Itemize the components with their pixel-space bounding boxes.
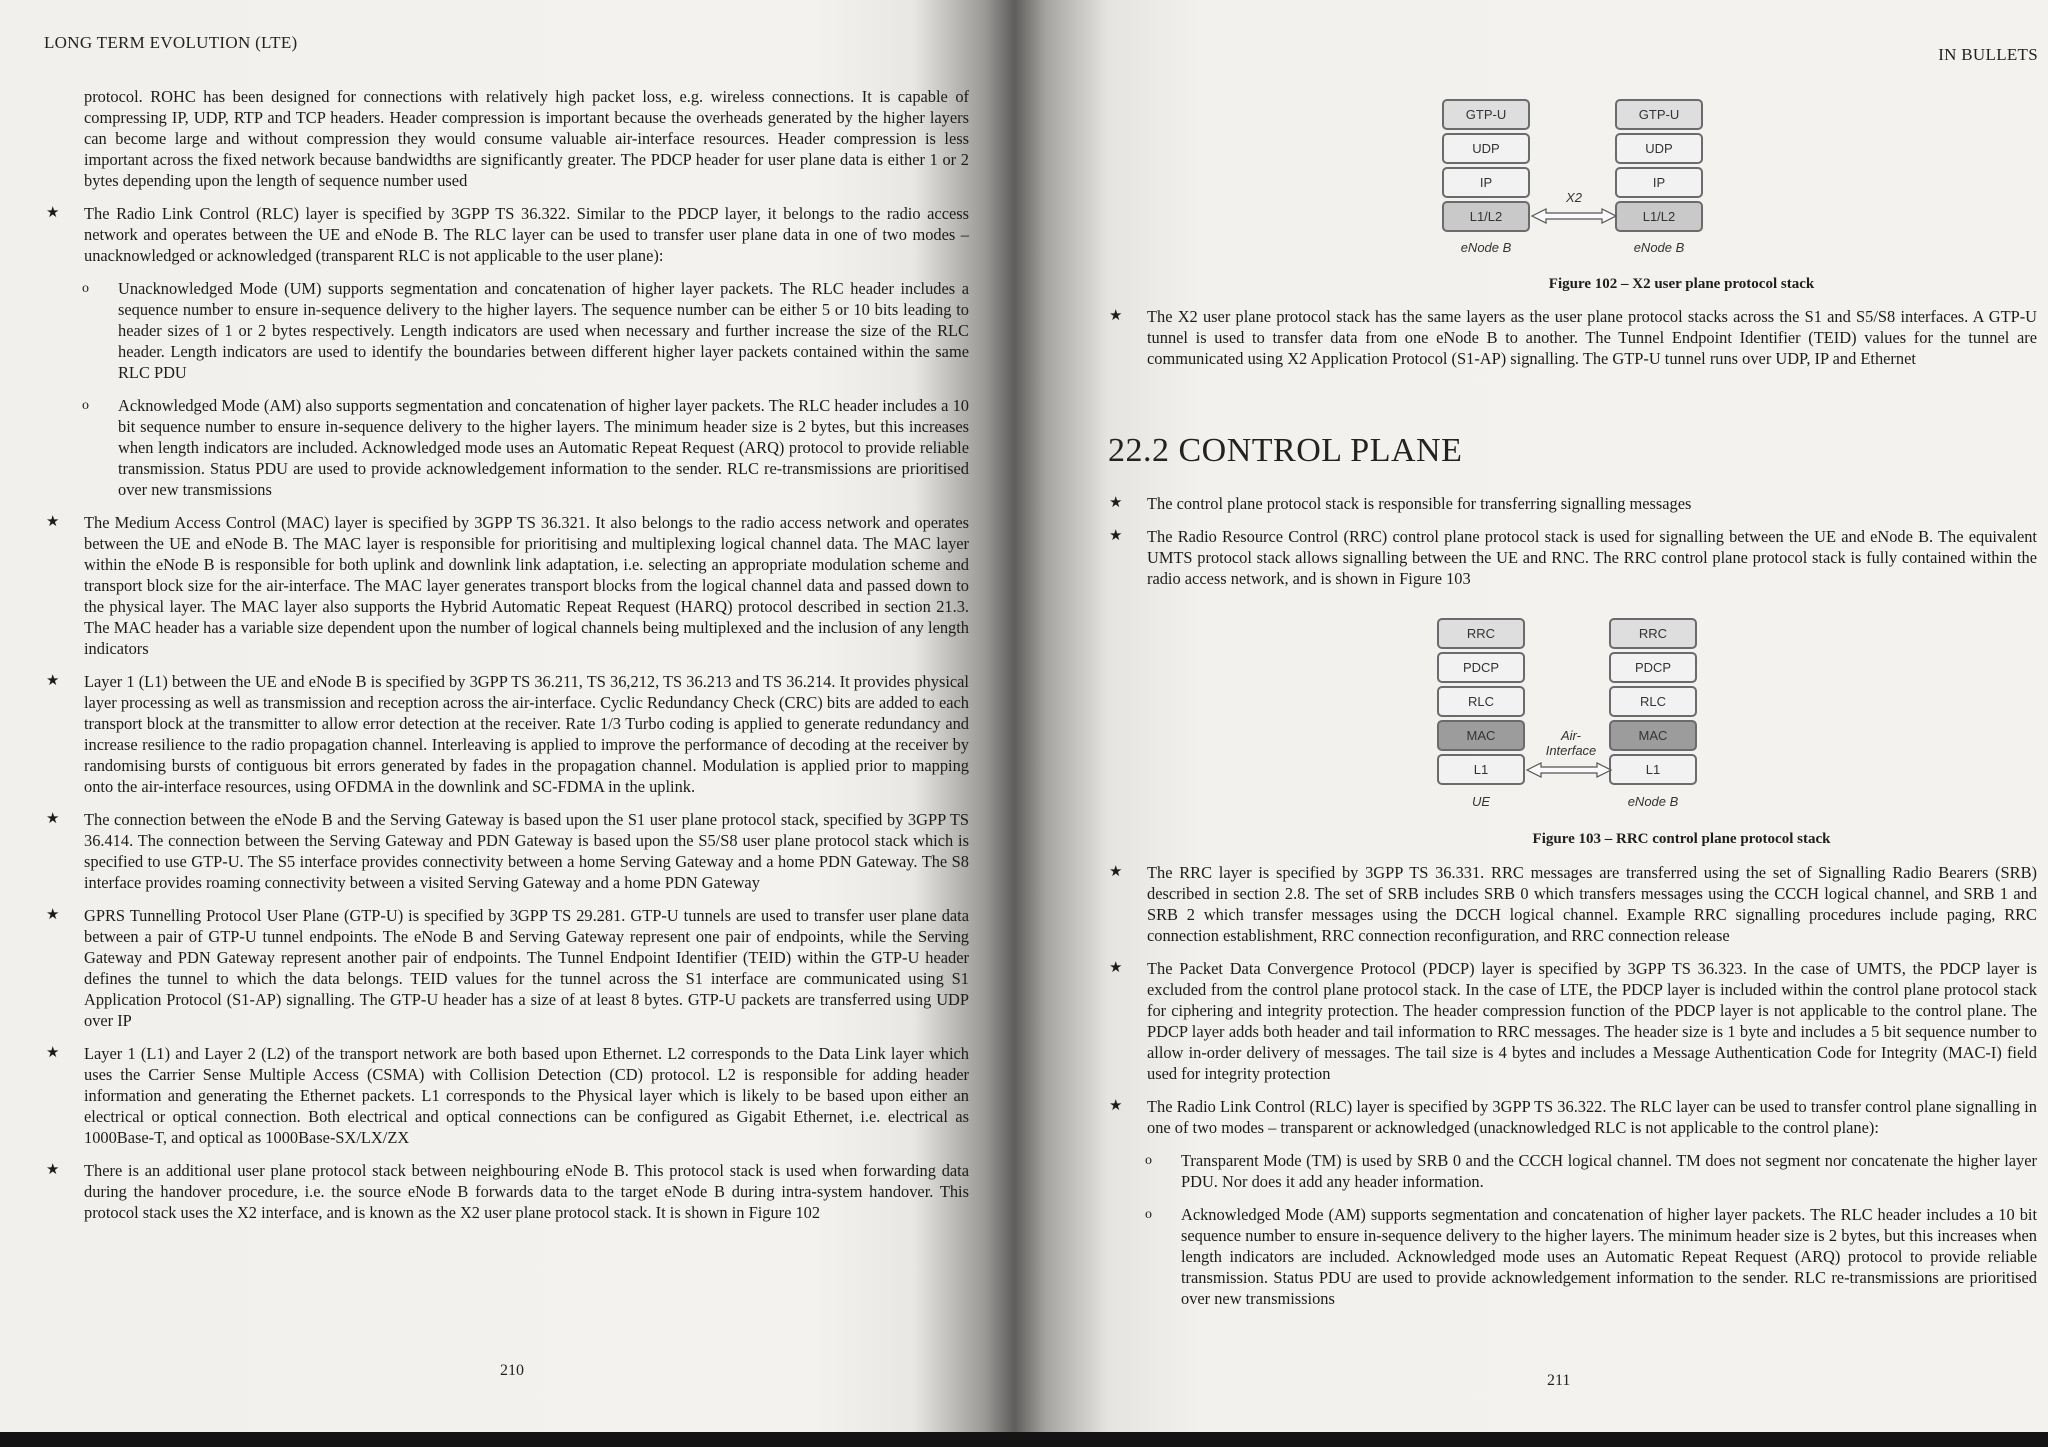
rrc-left-l1-layer: L1 xyxy=(1437,754,1525,785)
air-interface-double-arrow xyxy=(1525,761,1613,779)
rrc-right-l1-layer: L1 xyxy=(1609,754,1697,785)
sub-bullet-paragraph xyxy=(44,395,969,500)
x2-left-gtpu-layer: GTP-U xyxy=(1442,99,1530,130)
x2-left-node-label: eNode B xyxy=(1460,240,1512,255)
paragraph-text: The RRC layer is specified by 3GPP TS 36.331. RRC messages are transferred using the set of Signalling Radio Bearers (SRB) described in section 2.8. The set of SRB includes SRB 0 which transfers messages using the CCCH logical channel, and SRB 1 and SRB 2 which transfer messages using the DCCH logical channel. Example RRC signalling procedures include paging, RRC connection establishment, RRC connection reconfiguration, and RRC connection release xyxy=(1147,863,2037,945)
paragraph-text: The connection between the eNode B and the Serving Gateway is based upon the S1 user plane protocol stack, specified by 3GPP TS 36.414. The connection between the Serving Gateway and PDN Gateway is based upon the S5/S8 user plane protocol stack which is specified to use GTP-U. The S5 interface provides connectivity between a home Serving Gateway and a home PDN Gateway. The S8 interface provides roaming connectivity between a visited Serving Gateway and a home PDN Gateway xyxy=(84,810,969,892)
paragraph-text: Transparent Mode (TM) is used by SRB 0 and the CCCH logical channel. TM does not segment nor concatenate the higher layer PDU. Nor does it add any header information. xyxy=(1181,1151,2037,1191)
star-bullet-icon: ★ xyxy=(46,1162,60,1178)
paragraph-text: protocol. ROHC has been designed for connections with relatively high packet loss, e.g. wireless connections. It is capable of compressing IP, UDP, RTP and TCP headers. Header compression is important because the overheads generated by the higher layers can become large and without compression they would consume valuable air-interface resources. Header compression is less important across the fixed network because bandwidths are significantly greater. The PDCP header for user plane data is either 1 or 2 bytes depending upon the length of sequence number used xyxy=(84,87,969,190)
circle-bullet-icon: o xyxy=(1145,1153,1152,1168)
figure-102-caption: Figure 102 – X2 user plane protocol stack xyxy=(1548,276,1815,292)
circle-bullet-icon: o xyxy=(82,398,89,413)
page-number-right: 211 xyxy=(1547,1372,1571,1389)
paragraph-text: The Radio Link Control (RLC) layer is specified by 3GPP TS 36.322. The RLC layer can be used to transfer control plane signalling in one of two modes – transparent or acknowledged (unacknowledged RLC is not applicable to the control plane): xyxy=(1147,1097,2037,1137)
paragraph-text: Acknowledged Mode (AM) supports segmentation and concatenation of higher layer packets. The RLC header includes a 10 bit sequence number to ensure in-sequence delivery to the higher layers. The minimum header size is 2 bytes, but this increases when length indicators are included. Acknowledged mode uses an Automatic Repeat Request (ARQ) protocol to provide reliable transmission. Status PDU are used to provide acknowledgement information to the sender. RLC re-transmissions are prioritised over new transmissions xyxy=(1181,1205,2037,1308)
star-bullet-icon: ★ xyxy=(46,205,60,221)
x2-link-label: X2 xyxy=(1566,190,1582,205)
star-bullet-icon: ★ xyxy=(1109,960,1123,976)
star-bullet-icon: ★ xyxy=(1109,864,1123,880)
x2-right-gtpu-layer: GTP-U xyxy=(1615,99,1703,130)
x2-double-arrow xyxy=(1530,207,1618,225)
figure-103-caption: Figure 103 – RRC control plane protocol stack xyxy=(1532,831,1831,847)
rrc-left-rlc-layer: RLC xyxy=(1437,686,1525,717)
circle-bullet-icon: o xyxy=(82,281,89,296)
page-number-left: 210 xyxy=(500,1362,524,1379)
paragraph-text: There is an additional user plane protocol stack between neighbouring eNode B. This protocol stack is used when forwarding data during the handover procedure, i.e. the source eNode B forwards data to the target eNode B during intra-system handover. This protocol stack uses the X2 interface, and is known as the X2 user plane protocol stack. It is shown in Figure 102 xyxy=(84,1161,969,1222)
running-head-left: LONG TERM EVOLUTION (LTE) xyxy=(44,33,298,52)
circle-bullet-icon: o xyxy=(1145,1207,1152,1222)
bullet-paragraph xyxy=(44,203,969,266)
x2-left-l1l2-layer: L1/L2 xyxy=(1442,201,1530,232)
rrc-right-node-label: eNode B xyxy=(1627,794,1679,809)
star-bullet-icon: ★ xyxy=(1109,1098,1123,1114)
sub-bullet-paragraph xyxy=(1107,1204,2037,1309)
paragraph-text: The Radio Resource Control (RRC) control plane protocol stack is used for signalling between the UE and eNode B. The equivalent UMTS protocol stack allows signalling between the UE and RNC. The RRC control plane protocol stack is fully contained within the radio access network, and is shown in Figure 103 xyxy=(1147,527,2037,588)
sub-bullet-paragraph xyxy=(44,278,969,383)
star-bullet-icon: ★ xyxy=(46,907,60,923)
paragraph-text: The Medium Access Control (MAC) layer is specified by 3GPP TS 36.321. It also belongs to the radio access network and operates between the UE and eNode B. The MAC layer is responsible for prioritising and multiplexing logical channel data. The MAC layer within the eNode B is responsible for both uplink and downlink link adaptation, i.e. selecting an appropriate modulation scheme and transport block size for the air-interface. The MAC layer generates transport blocks from the logical channel data and passed down to the physical layer. The MAC layer also supports the Hybrid Automatic Repeat Request (HARQ) protocol described in section 21.3. The MAC header has a variable size dependent upon the number of logical channels being multiplexed and the inclusion of any length indicators xyxy=(84,513,969,658)
left-page xyxy=(0,0,1015,1432)
star-bullet-icon: ★ xyxy=(1109,495,1123,511)
left-page-body xyxy=(44,86,969,1235)
rrc-left-pdcp-layer: PDCP xyxy=(1437,652,1525,683)
air-interface-label xyxy=(1539,728,1603,758)
paragraph-text: Layer 1 (L1) between the UE and eNode B is specified by 3GPP TS 36.211, TS 36,212, TS 36.213 and TS 36.214. It provides physical layer processing as well as transmission and reception across the air-interface. Cyclic Redundancy Check (CRC) bits are added to each transport block at the transmitter to allow error detection at the receiver. Rate 1/3 Turbo coding is applied to generate redundancy and increase resilience to the radio propagation channel. Interleaving is applied to improve the performance of decoding at the receiver by randomising bursts of contiguous bit errors generated by fades in the propagation channel. Modulation is applied prior to mapping onto the air-interface resources, using OFDMA in the downlink and SC-FDMA in the uplink. xyxy=(84,672,969,796)
paragraph-text: The control plane protocol stack is responsible for transferring signalling messages xyxy=(1147,494,1692,513)
rrc-left-mac-layer: MAC xyxy=(1437,720,1525,751)
paragraph-text: Layer 1 (L1) and Layer 2 (L2) of the transport network are both based upon Ethernet. L2 corresponds to the Data Link layer which uses the Carrier Sense Multiple Access (CSMA) with Collision Detection (CD) protocol. L2 is responsible for adding header information and generating the Ethernet packets. L1 corresponds to the Physical layer which is likely to be based upon either an electrical or optical connection. Both electrical and optical connections can be configured as Gigabit Ethernet, i.e. electrical as 1000Base-T, and optical as 1000Base-SX/LX/ZX xyxy=(84,1044,969,1147)
sub-bullet-paragraph xyxy=(1107,1150,2037,1192)
paragraph xyxy=(44,86,969,191)
rrc-left-node-label: UE xyxy=(1471,794,1491,809)
air-interface-label-line-1: Air- xyxy=(1561,728,1581,743)
bullet-paragraph xyxy=(1107,862,2037,946)
star-bullet-icon: ★ xyxy=(1109,308,1123,324)
bullet-paragraph xyxy=(1107,306,2037,369)
x2-right-udp-layer: UDP xyxy=(1615,133,1703,164)
bullet-paragraph xyxy=(1107,493,2037,514)
rrc-left-rrc-layer: RRC xyxy=(1437,618,1525,649)
rrc-right-mac-layer: MAC xyxy=(1609,720,1697,751)
scan-bottom-edge xyxy=(0,1432,2048,1447)
x2-right-l1l2-layer: L1/L2 xyxy=(1615,201,1703,232)
paragraph-text: Acknowledged Mode (AM) also supports segmentation and concatenation of higher layer packets. The RLC header includes a 10 bit sequence number to ensure in-sequence delivery to the higher layers. The minimum header size is 2 bytes, but this increases when length indicators are included. Acknowledged mode uses an Automatic Repeat Request (ARQ) protocol to provide reliable transmission. Status PDU are used to provide acknowledgement information to the sender. RLC re-transmissions are prioritised over new transmissions xyxy=(118,396,969,499)
bullet-paragraph xyxy=(44,905,969,1031)
x2-left-ip-layer: IP xyxy=(1442,167,1530,198)
right-page-body-mid xyxy=(1107,493,2037,601)
paragraph-text: GPRS Tunnelling Protocol User Plane (GTP-U) is specified by 3GPP TS 29.281. GTP-U tunnels are used to transfer user plane data between a pair of GTP-U tunnel endpoints. The eNode B and Serving Gateway represent one pair of endpoints, while the Serving Gateway and PDN Gateway represent another pair of endpoints. The Tunnel Endpoint Identifier (TEID) within the GTP-U header defines the tunnel to which the data belongs. TEID values for the tunnel across the S1 interface are communicated using S1 Application Protocol (S1-AP) signalling. The GTP-U header has a size of at least 8 bytes. GTP-U packets are transferred using UDP over IP xyxy=(84,906,969,1030)
rrc-right-rlc-layer: RLC xyxy=(1609,686,1697,717)
bullet-paragraph xyxy=(44,512,969,659)
rrc-right-rrc-layer: RRC xyxy=(1609,618,1697,649)
paragraph-text: The Radio Link Control (RLC) layer is specified by 3GPP TS 36.322. Similar to the PDCP layer, it belongs to the radio access network and operates between the UE and eNode B. The RLC layer can be used to transfer user plane data in one of two modes – unacknowledged or acknowledged (transparent RLC is not applicable to the user plane): xyxy=(84,204,969,265)
bullet-paragraph xyxy=(1107,1096,2037,1138)
star-bullet-icon: ★ xyxy=(1109,528,1123,544)
right-page xyxy=(1015,0,2048,1432)
star-bullet-icon: ★ xyxy=(46,514,60,530)
running-head-right: IN BULLETS xyxy=(1938,45,2038,64)
bullet-paragraph xyxy=(44,1043,969,1148)
x2-right-node-label: eNode B xyxy=(1633,240,1685,255)
star-bullet-icon: ★ xyxy=(46,811,60,827)
air-interface-label-line-2: Interface xyxy=(1545,743,1597,758)
bullet-paragraph xyxy=(1107,526,2037,589)
bullet-paragraph xyxy=(44,1160,969,1223)
section-heading-control-plane: 22.2 CONTROL PLANE xyxy=(1108,432,1463,469)
paragraph-text: The X2 user plane protocol stack has the same layers as the user plane protocol stacks across the S1 and S5/S8 interfaces. A GTP-U tunnel is used to transfer data from one eNode B to another. The Tunnel Endpoint Identifier (TEID) values for the tunnel are communicated using X2 Application Protocol (S1-AP) signalling. The GTP-U tunnel runs over UDP, IP and Ethernet xyxy=(1147,307,2037,368)
x2-left-udp-layer: UDP xyxy=(1442,133,1530,164)
bullet-paragraph xyxy=(1107,958,2037,1084)
right-page-body-bottom xyxy=(1107,862,2037,1321)
right-page-body-top xyxy=(1107,306,2037,381)
x2-right-ip-layer: IP xyxy=(1615,167,1703,198)
rrc-right-pdcp-layer: PDCP xyxy=(1609,652,1697,683)
star-bullet-icon: ★ xyxy=(46,1045,60,1061)
bullet-paragraph xyxy=(44,671,969,797)
paragraph-text: Unacknowledged Mode (UM) supports segmentation and concatenation of higher layer packets. The RLC header includes a sequence number to ensure in-sequence delivery to the higher layers. The sequence number can be either 5 or 10 bits leading to header sizes of 1 or 2 bytes respectively. Length indicators are used when necessary and further increase the size of the RLC header. Length indicators are used to identify the boundaries between different higher layer packets contained within the same RLC PDU xyxy=(118,279,969,382)
bullet-paragraph xyxy=(44,809,969,893)
paragraph-text: The Packet Data Convergence Protocol (PDCP) layer is specified by 3GPP TS 36.323. In the case of UMTS, the PDCP layer is excluded from the control plane protocol stack. In the case of LTE, the PDCP layer is included within the control plane protocol stack for ciphering and integrity protection. The header compression function of the PDCP layer is not applicable to the control plane. The PDCP layer adds both header and tail information to RRC messages. The header size is 1 byte and includes a 5 bit sequence number to allow in-order delivery of messages. The tail size is 4 bytes and includes a Message Authentication Code for Integrity (MAC-I) field used for integrity protection xyxy=(1147,959,2037,1083)
star-bullet-icon: ★ xyxy=(46,673,60,689)
